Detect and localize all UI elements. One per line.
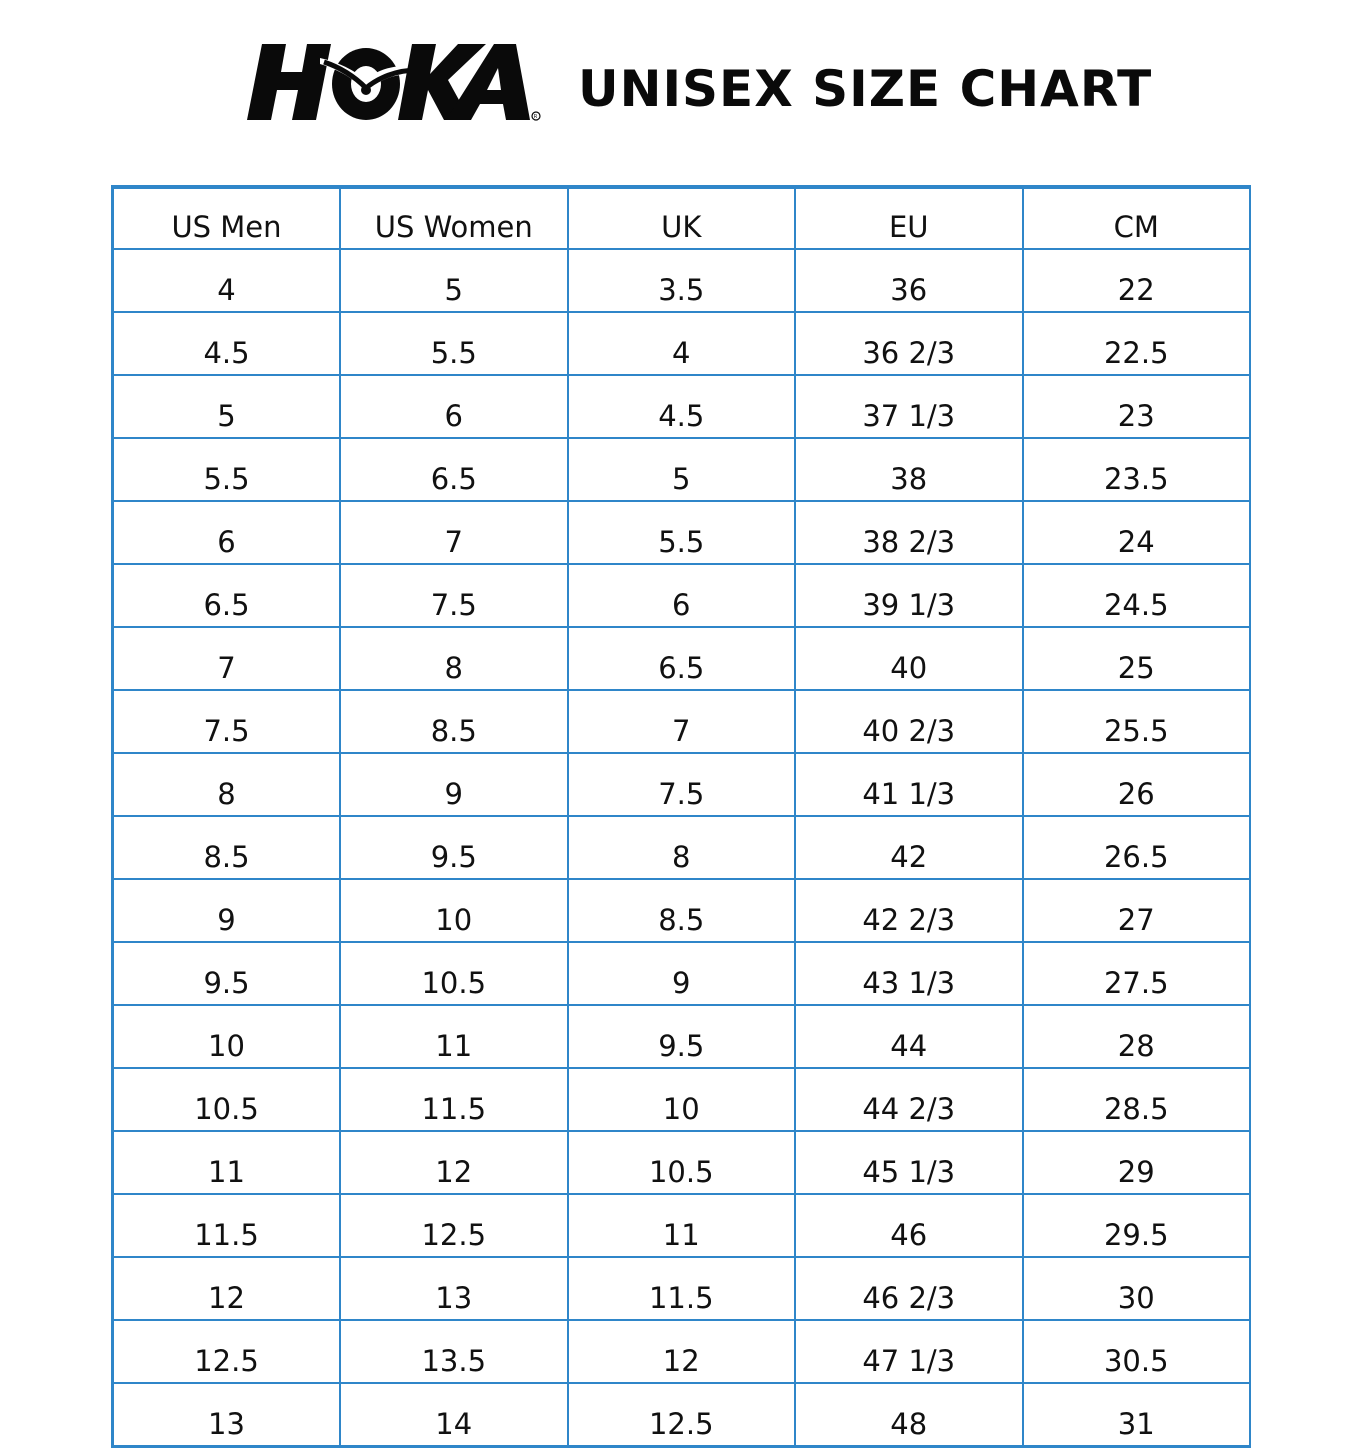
table-row — [113, 690, 1251, 753]
table-row — [113, 1383, 1251, 1447]
size-chart-table — [111, 185, 1251, 1448]
cell-us-men: 5.5 — [113, 438, 341, 501]
cell-eu: 47 1/3 — [795, 1320, 1023, 1383]
header — [0, 0, 1363, 170]
cell-eu: 45 1/3 — [795, 1131, 1023, 1194]
cell-uk: 7.5 — [568, 753, 796, 816]
cell-eu: 36 2/3 — [795, 312, 1023, 375]
table-row — [113, 1131, 1251, 1194]
cell-cm: 28.5 — [1023, 1068, 1251, 1131]
cell-uk: 8.5 — [568, 879, 796, 942]
cell-us-women: 9 — [340, 753, 568, 816]
table-row — [113, 1320, 1251, 1383]
cell-us-women: 14 — [340, 1383, 568, 1447]
table-row — [113, 1194, 1251, 1257]
table-row — [113, 312, 1251, 375]
column-header-us-women: US Women — [340, 187, 568, 249]
cell-eu: 44 2/3 — [795, 1068, 1023, 1131]
cell-us-women: 11 — [340, 1005, 568, 1068]
table-header-row — [113, 187, 1251, 249]
cell-us-men: 10.5 — [113, 1068, 341, 1131]
cell-uk: 4 — [568, 312, 796, 375]
cell-uk: 5.5 — [568, 501, 796, 564]
cell-us-men: 13 — [113, 1383, 341, 1447]
cell-us-men: 7 — [113, 627, 341, 690]
cell-cm: 25.5 — [1023, 690, 1251, 753]
cell-eu: 43 1/3 — [795, 942, 1023, 1005]
cell-cm: 22 — [1023, 249, 1251, 312]
cell-us-men: 9 — [113, 879, 341, 942]
cell-eu: 39 1/3 — [795, 564, 1023, 627]
cell-eu: 46 2/3 — [795, 1257, 1023, 1320]
cell-uk: 7 — [568, 690, 796, 753]
table-row — [113, 501, 1251, 564]
cell-us-women: 8.5 — [340, 690, 568, 753]
cell-us-women: 7.5 — [340, 564, 568, 627]
cell-uk: 12.5 — [568, 1383, 796, 1447]
table-row — [113, 1257, 1251, 1320]
cell-us-men: 4 — [113, 249, 341, 312]
cell-us-women: 6 — [340, 375, 568, 438]
cell-us-women: 7 — [340, 501, 568, 564]
cell-eu: 37 1/3 — [795, 375, 1023, 438]
cell-us-women: 8 — [340, 627, 568, 690]
table-row — [113, 1005, 1251, 1068]
cell-us-men: 9.5 — [113, 942, 341, 1005]
cell-us-women: 13.5 — [340, 1320, 568, 1383]
cell-uk: 6 — [568, 564, 796, 627]
cell-cm: 23.5 — [1023, 438, 1251, 501]
cell-us-men: 8.5 — [113, 816, 341, 879]
size-chart-table-container — [111, 185, 1251, 1448]
cell-us-women: 11.5 — [340, 1068, 568, 1131]
table-row — [113, 1068, 1251, 1131]
cell-cm: 29 — [1023, 1131, 1251, 1194]
cell-us-women: 10 — [340, 879, 568, 942]
cell-eu: 42 — [795, 816, 1023, 879]
column-header-eu: EU — [795, 187, 1023, 249]
cell-uk: 10 — [568, 1068, 796, 1131]
cell-uk: 9 — [568, 942, 796, 1005]
cell-eu: 40 2/3 — [795, 690, 1023, 753]
column-header-us-men: US Men — [113, 187, 341, 249]
cell-us-men: 11.5 — [113, 1194, 341, 1257]
table-row — [113, 816, 1251, 879]
cell-cm: 30.5 — [1023, 1320, 1251, 1383]
table-row — [113, 879, 1251, 942]
cell-cm: 28 — [1023, 1005, 1251, 1068]
table-row — [113, 753, 1251, 816]
cell-us-women: 12 — [340, 1131, 568, 1194]
cell-cm: 22.5 — [1023, 312, 1251, 375]
cell-uk: 9.5 — [568, 1005, 796, 1068]
cell-uk: 4.5 — [568, 375, 796, 438]
page-title: UNISEX SIZE CHART — [578, 60, 1153, 118]
cell-uk: 10.5 — [568, 1131, 796, 1194]
cell-cm: 30 — [1023, 1257, 1251, 1320]
cell-eu: 40 — [795, 627, 1023, 690]
cell-cm: 24.5 — [1023, 564, 1251, 627]
cell-us-women: 6.5 — [340, 438, 568, 501]
cell-us-men: 10 — [113, 1005, 341, 1068]
cell-eu: 46 — [795, 1194, 1023, 1257]
cell-eu: 44 — [795, 1005, 1023, 1068]
cell-us-women: 9.5 — [340, 816, 568, 879]
cell-cm: 25 — [1023, 627, 1251, 690]
cell-cm: 24 — [1023, 501, 1251, 564]
cell-eu: 42 2/3 — [795, 879, 1023, 942]
cell-uk: 3.5 — [568, 249, 796, 312]
cell-cm: 27 — [1023, 879, 1251, 942]
cell-us-women: 10.5 — [340, 942, 568, 1005]
cell-us-women: 5.5 — [340, 312, 568, 375]
cell-eu: 36 — [795, 249, 1023, 312]
table-row — [113, 375, 1251, 438]
table-row — [113, 942, 1251, 1005]
cell-us-men: 12.5 — [113, 1320, 341, 1383]
cell-cm: 26 — [1023, 753, 1251, 816]
cell-cm: 31 — [1023, 1383, 1251, 1447]
cell-us-men: 5 — [113, 375, 341, 438]
table-body — [113, 249, 1251, 1447]
svg-text:R: R — [533, 114, 538, 120]
cell-us-men: 11 — [113, 1131, 341, 1194]
cell-us-men: 6.5 — [113, 564, 341, 627]
cell-us-men: 12 — [113, 1257, 341, 1320]
cell-us-women: 12.5 — [340, 1194, 568, 1257]
cell-us-women: 5 — [340, 249, 568, 312]
cell-uk: 12 — [568, 1320, 796, 1383]
cell-eu: 38 2/3 — [795, 501, 1023, 564]
cell-cm: 27.5 — [1023, 942, 1251, 1005]
column-header-uk: UK — [568, 187, 796, 249]
cell-uk: 11 — [568, 1194, 796, 1257]
cell-uk: 5 — [568, 438, 796, 501]
cell-us-men: 4.5 — [113, 312, 341, 375]
cell-cm: 23 — [1023, 375, 1251, 438]
cell-us-women: 13 — [340, 1257, 568, 1320]
cell-us-men: 8 — [113, 753, 341, 816]
hoka-logo — [244, 36, 544, 128]
cell-eu: 48 — [795, 1383, 1023, 1447]
table-row — [113, 438, 1251, 501]
cell-uk: 8 — [568, 816, 796, 879]
table-row — [113, 627, 1251, 690]
cell-us-men: 6 — [113, 501, 341, 564]
cell-cm: 26.5 — [1023, 816, 1251, 879]
column-header-cm: CM — [1023, 187, 1251, 249]
cell-cm: 29.5 — [1023, 1194, 1251, 1257]
cell-eu: 38 — [795, 438, 1023, 501]
cell-eu: 41 1/3 — [795, 753, 1023, 816]
cell-us-men: 7.5 — [113, 690, 341, 753]
cell-uk: 6.5 — [568, 627, 796, 690]
cell-uk: 11.5 — [568, 1257, 796, 1320]
table-row — [113, 249, 1251, 312]
table-row — [113, 564, 1251, 627]
